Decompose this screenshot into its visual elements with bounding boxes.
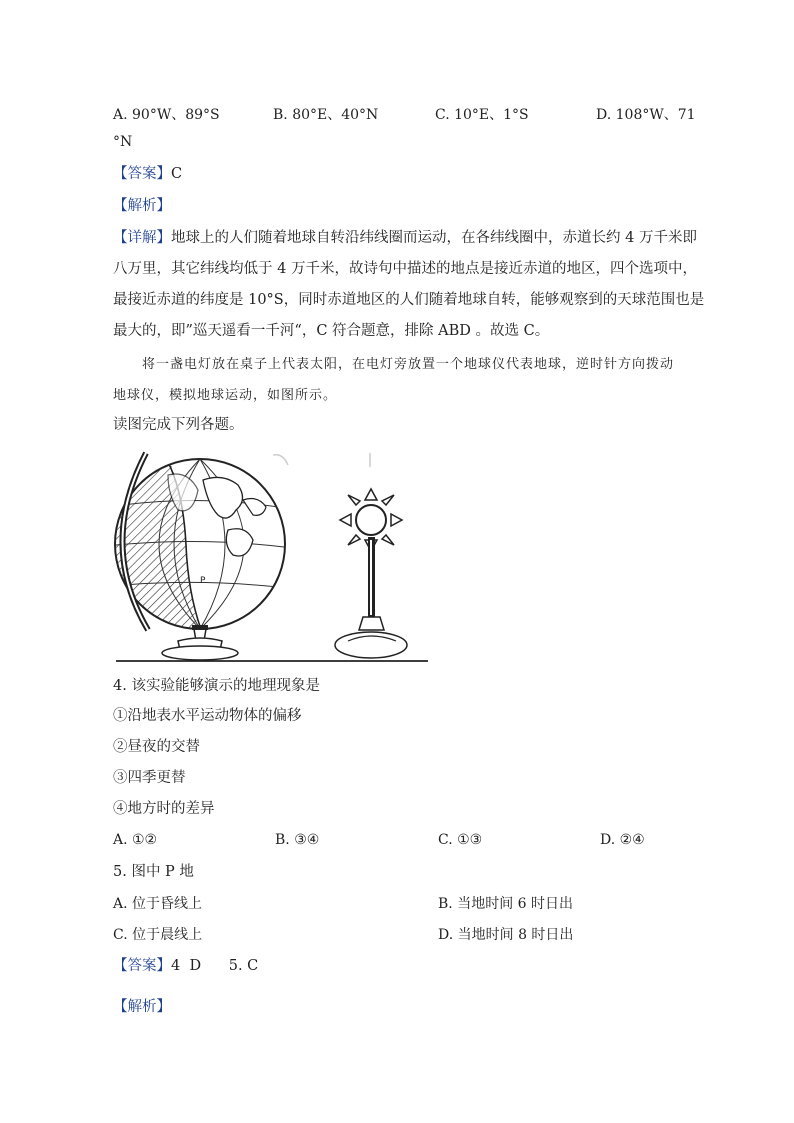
analysis-tag-2: 【解析】 [113,999,171,1015]
detail-tag: 【详解】 [113,230,171,246]
q4-option-d: D. ②④ [600,832,645,848]
experiment-line-1: 将一盏电灯放在桌子上代表太阳，在电灯旁放置一个地球仪代表地球，逆时针方向拨动 [142,357,675,372]
detail-line-3: 最接近赤道的纬度是 10°S，同时赤道地区的人们随着地球自转，能够观察到的天球范围也是 [113,292,705,308]
q4-statement-3: ③四季更替 [113,770,186,786]
detail-line-1: 【详解】地球上的人们随着地球自转沿纬线圈而运动，在各纬线圈中，赤道长约 4 万千米即 [113,230,697,246]
q4-statement-4: ④地方时的差异 [113,801,215,817]
q4-option-c: C. ①③ [438,832,483,848]
prev-option-b: B. 80°E、40°N [273,107,379,123]
q5-option-d: D. 当地时间 8 时日出 [438,927,574,943]
answer-line-2 [113,956,258,976]
prev-option-d: D. 108°W、71 [596,107,696,123]
analysis-tag: 【解析】 [113,198,171,214]
experiment-line-2: 地球仪，模拟地球运动，如图所示。 [113,388,338,403]
detail-line-2: 八万里，其它纬线均低于 4 万千米，故诗句中描述的地点是接近赤道的地区，四个选项中， [113,261,697,277]
q5-option-a: A. 位于昏线上 [113,896,203,912]
instruction: 读图完成下列各题。 [113,417,244,433]
q5-option-b: B. 当地时间 6 时日出 [438,896,573,912]
globe [108,445,285,660]
answer-value-2: 4 D 5. C [171,958,259,974]
q4-stem: 4. 该实验能够演示的地理现象是 [113,678,320,694]
answer-value: C [171,166,183,182]
globe-lamp-figure [108,445,438,667]
q5-option-c: C. 位于晨线上 [113,927,203,943]
q4-option-a: A. ①② [113,832,158,848]
sun-lamp [335,489,407,658]
prev-option-c: C. 10°E、1°S [435,107,529,123]
prev-option-a: A. 90°W、89°S [113,107,220,123]
q4-option-b: B. ③④ [275,832,320,848]
q4-statement-2: ②昼夜的交替 [113,739,200,755]
answer-tag-2: 【答案】 [113,958,171,974]
answer-tag: 【答案】 [113,166,171,182]
answer-line-1 [113,164,182,184]
q5-stem: 5. 图中 P 地 [113,864,194,880]
detail-line-4: 最大的，即”巡天遥看一千河“，C 符合题意，排除 ABD 。故选 C。 [113,323,550,339]
q4-statement-1: ①沿地表水平运动物体的偏移 [113,708,302,724]
prev-option-d-wrap: °N [113,134,133,150]
point-p-label: P [200,576,206,586]
